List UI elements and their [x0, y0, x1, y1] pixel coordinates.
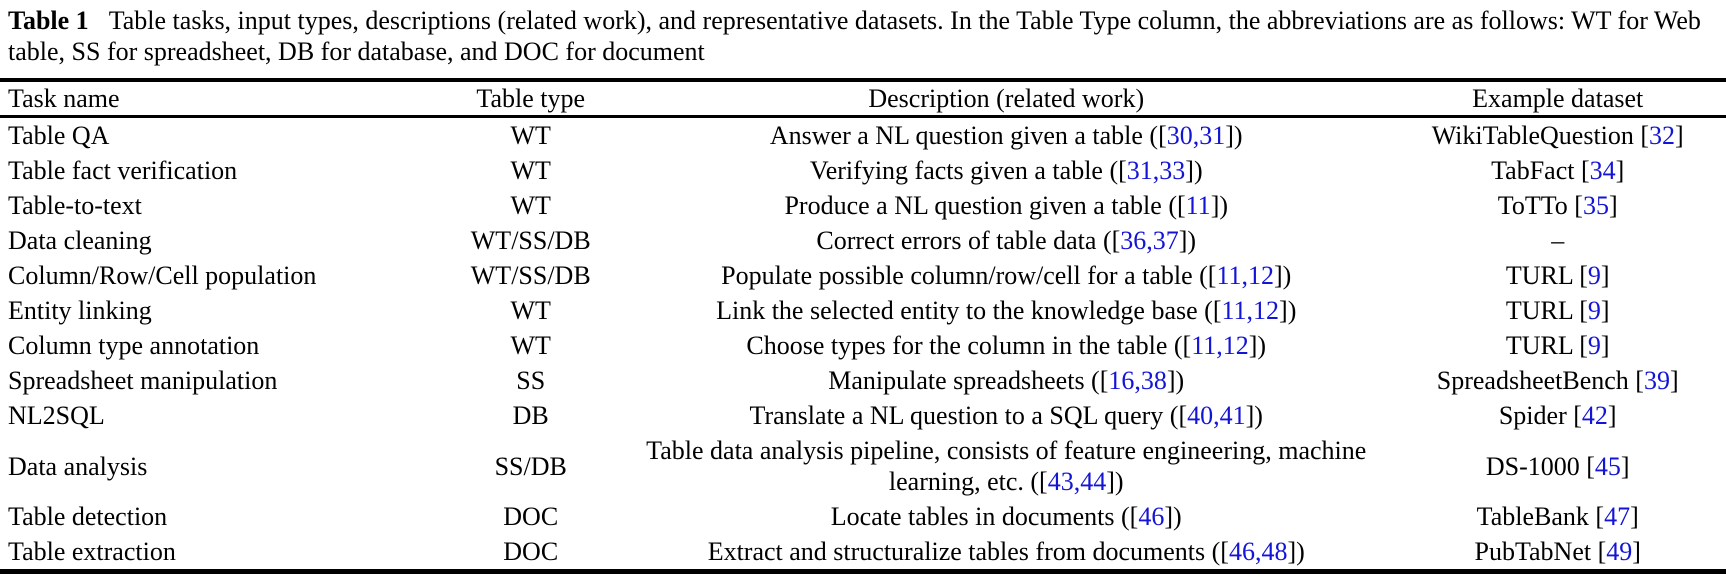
dataset-cell: [1389, 293, 1726, 328]
citation-link[interactable]: 9: [1587, 331, 1601, 360]
description-cell: [623, 117, 1389, 154]
description-text: Verifying facts given a table ([: [809, 156, 1127, 185]
description-text: Populate possible column/row/cell for a table ([: [721, 261, 1217, 290]
citation-link[interactable]: 11,12: [1216, 261, 1274, 290]
table-type-cell: WT: [510, 191, 551, 220]
description-text: Manipulate spreadsheets ([: [828, 366, 1109, 395]
description-cell: [623, 153, 1389, 188]
description-cell: [623, 398, 1389, 433]
citation-link[interactable]: 36,37: [1120, 226, 1179, 255]
dataset-text-end: ]: [1600, 296, 1610, 325]
table-row: [0, 153, 1726, 188]
dataset-cell: [1389, 223, 1726, 258]
dataset-name: TableBank [: [1476, 502, 1605, 531]
table-row: [0, 258, 1726, 293]
citation-link[interactable]: 31,33: [1126, 156, 1186, 185]
table-row: [0, 499, 1726, 534]
description-text: Extract and structuralize tables from documents ([: [707, 537, 1229, 566]
dataset-text-end: ]: [1608, 191, 1618, 220]
dataset-name: Spider [: [1498, 401, 1582, 430]
table-row: [0, 534, 1726, 572]
citation-link[interactable]: 32: [1649, 121, 1676, 150]
dataset-text-end: ]: [1669, 366, 1679, 395]
table-type-cell: WT: [510, 331, 551, 360]
citation-link[interactable]: 30,31: [1166, 121, 1226, 150]
description-text: Translate a NL question to a SQL query ([: [749, 401, 1188, 430]
table-header-row: [0, 80, 1726, 117]
table-type-cell: DB: [512, 401, 549, 430]
dataset-name: TURL [: [1505, 261, 1588, 290]
table-row: [0, 293, 1726, 328]
table-row: [0, 328, 1726, 363]
task-name-cell: Entity linking: [8, 296, 152, 325]
task-name-cell: Table QA: [8, 121, 110, 150]
dataset-cell: [1389, 188, 1726, 223]
citation-link[interactable]: 39: [1643, 366, 1670, 395]
table-type-cell: WT/SS/DB: [470, 226, 591, 255]
citation-link[interactable]: 43,44: [1047, 467, 1107, 496]
description-text: Link the selected entity to the knowledge base ([: [716, 296, 1222, 325]
task-name-cell: Data cleaning: [8, 226, 152, 255]
description-text: Choose types for the column in the table ([: [746, 331, 1192, 360]
header-task-name: Task name: [0, 80, 438, 117]
description-text-end: ]): [1178, 226, 1197, 255]
citation-link[interactable]: 49: [1606, 537, 1633, 566]
task-name-cell: NL2SQL: [8, 401, 105, 430]
table-row: [0, 223, 1726, 258]
task-name-cell: Table extraction: [8, 537, 176, 566]
dataset-cell: [1389, 363, 1726, 398]
table1: [0, 78, 1726, 574]
description-text: Table data analysis pipeline, consists of feature engineering, machine learning, etc. ([: [646, 436, 1367, 496]
description-text-end: ]): [1166, 366, 1185, 395]
citation-link[interactable]: 9: [1587, 261, 1601, 290]
dataset-text-end: ]: [1600, 261, 1610, 290]
description-cell: [623, 223, 1389, 258]
description-text-end: ]): [1225, 121, 1243, 150]
description-text-end: ]): [1210, 191, 1229, 220]
description-text-end: ]): [1279, 296, 1297, 325]
citation-link[interactable]: 46,48: [1228, 537, 1288, 566]
dataset-text-end: ]: [1675, 121, 1684, 150]
citation-link[interactable]: 11: [1185, 191, 1211, 220]
description-text: Answer a NL question given a table ([: [769, 121, 1167, 150]
description-cell: [623, 293, 1389, 328]
table-row: [0, 363, 1726, 398]
citation-link[interactable]: 11,12: [1221, 296, 1280, 325]
table-type-cell: WT: [510, 296, 551, 325]
dataset-name: WikiTableQuestion [: [1431, 121, 1650, 150]
table-type-cell: WT: [510, 121, 551, 150]
citation-link[interactable]: 35: [1582, 191, 1609, 220]
header-example-dataset: Example dataset: [1389, 80, 1726, 117]
header-description: Description (related work): [623, 80, 1389, 117]
dataset-text-end: ]: [1600, 331, 1610, 360]
dataset-name: ToTTo [: [1497, 191, 1583, 220]
citation-link[interactable]: 9: [1587, 296, 1601, 325]
dataset-cell: [1389, 534, 1726, 572]
table-row: [0, 398, 1726, 433]
description-cell: [623, 188, 1389, 223]
description-text-end: ]): [1245, 401, 1263, 430]
description-text-end: ]): [1164, 502, 1182, 531]
dataset-cell: [1389, 398, 1726, 433]
dataset-name: PubTabNet [: [1474, 537, 1607, 566]
table-type-cell: DOC: [503, 502, 559, 531]
description-cell: [623, 499, 1389, 534]
header-table-type: Table type: [438, 80, 623, 117]
table-type-cell: SS: [516, 366, 546, 395]
task-name-cell: Table-to-text: [8, 191, 142, 220]
table-row: [0, 117, 1726, 154]
table-type-cell: SS/DB: [494, 451, 567, 481]
caption-label: Table 1: [8, 6, 89, 35]
citation-link[interactable]: 47: [1604, 502, 1631, 531]
description-text: Locate tables in documents ([: [830, 502, 1139, 531]
dataset-name: TURL [: [1505, 296, 1588, 325]
description-text-end: ]): [1287, 537, 1305, 566]
table-caption: [0, 0, 1726, 78]
dataset-name: DS-1000 [: [1485, 451, 1595, 481]
citation-link[interactable]: 46: [1138, 502, 1165, 531]
citation-link[interactable]: 11,12: [1191, 331, 1249, 360]
citation-link[interactable]: 34: [1589, 156, 1616, 185]
dataset-text-end: ]: [1607, 401, 1617, 430]
citation-link[interactable]: 42: [1581, 401, 1608, 430]
dataset-cell: [1389, 117, 1726, 154]
table-row: [0, 433, 1726, 499]
dataset-name: TabFact [: [1491, 156, 1590, 185]
task-name-cell: Column type annotation: [8, 331, 260, 360]
dataset-cell: [1389, 258, 1726, 293]
dataset-text-end: ]: [1620, 451, 1630, 481]
task-name-cell: Table detection: [8, 502, 168, 531]
caption-text: Table tasks, input types, descriptions (related work), and representative datasets. In the Table Type column, the abbreviations are as follows: WT for Web table, SS for spreadsheet, DB for database, and DOC for document: [8, 6, 1701, 66]
description-text-end: ]): [1106, 467, 1124, 496]
description-cell: [623, 258, 1389, 293]
dataset-cell: [1389, 433, 1726, 499]
description-text-end: ]): [1185, 156, 1203, 185]
table-body: [0, 117, 1726, 572]
citation-link[interactable]: 45: [1594, 451, 1621, 481]
dataset-cell: [1389, 153, 1726, 188]
dataset-cell: [1389, 499, 1726, 534]
description-text-end: ]): [1248, 331, 1267, 360]
dataset-name: TURL [: [1505, 331, 1588, 360]
description-text-end: ]): [1274, 261, 1292, 290]
table-type-cell: DOC: [503, 537, 559, 566]
dataset-name: –: [1551, 226, 1565, 255]
dataset-text-end: ]: [1632, 537, 1641, 566]
table-type-cell: WT/SS/DB: [470, 261, 591, 290]
task-name-cell: Spreadsheet manipulation: [8, 366, 278, 395]
table-row: [0, 188, 1726, 223]
table-type-cell: WT: [510, 156, 551, 185]
description-cell: [623, 534, 1389, 572]
dataset-text-end: ]: [1615, 156, 1625, 185]
description-cell: [623, 433, 1389, 499]
citation-link[interactable]: 16,38: [1108, 366, 1167, 395]
description-text: Correct errors of table data ([: [816, 226, 1121, 255]
task-name-cell: Table fact verification: [8, 156, 238, 185]
citation-link[interactable]: 40,41: [1187, 401, 1246, 430]
description-cell: [623, 363, 1389, 398]
dataset-name: SpreadsheetBench [: [1436, 366, 1644, 395]
dataset-cell: [1389, 328, 1726, 363]
task-name-cell: Data analysis: [8, 451, 148, 481]
dataset-text-end: ]: [1630, 502, 1639, 531]
task-name-cell: Column/Row/Cell population: [8, 261, 317, 290]
description-text: Produce a NL question given a table ([: [784, 191, 1186, 220]
description-cell: [623, 328, 1389, 363]
